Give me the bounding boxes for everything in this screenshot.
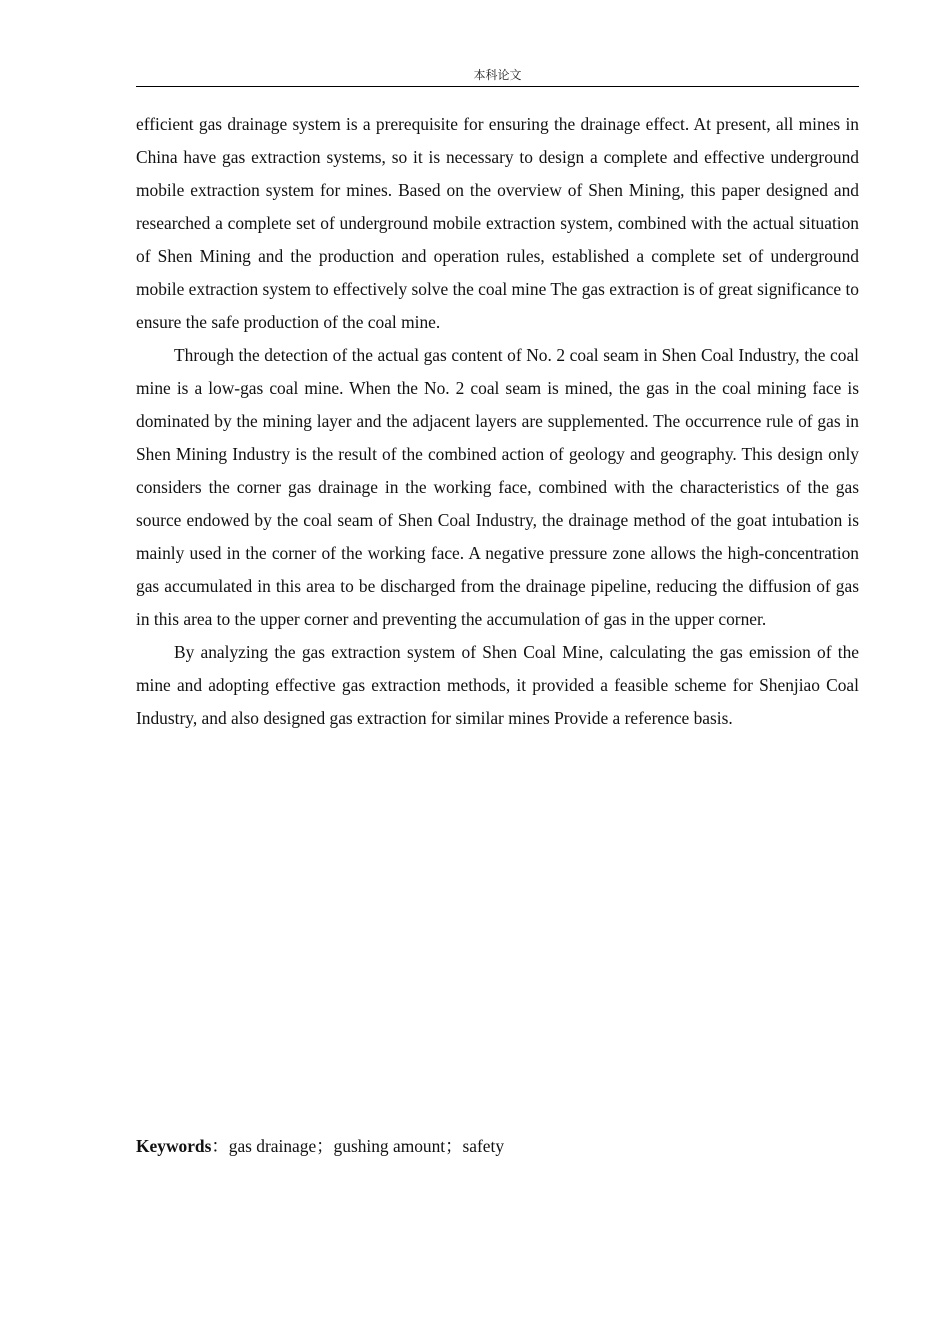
- paragraph: By analyzing the gas extraction system of Shen Coal Mine, calculating the gas emission of the mine and adopting effective gas extraction methods, it provided a feasible scheme for Shenjiao Coal Industry, and also designed gas extraction for similar mines Provide a reference basis.: [136, 642, 859, 728]
- keywords-list: gas drainage；gushing amount；safety: [228, 1136, 505, 1156]
- abstract-body: [136, 108, 859, 735]
- keywords-line: [136, 1130, 859, 1163]
- paragraph: Through the detection of the actual gas content of No. 2 coal seam in Shen Coal Industry, the coal mine is a low-gas coal mine. When the No. 2 coal seam is mined, the gas in the coal mining face is dominated by the mining layer and the adjacent layers are supplemented. The occurrence rule of gas in Shen Mining Industry is the result of the combined action of geology and geography. This design only considers the corner gas drainage in the working face, combined with the characteristics of the gas source endowed by the coal seam of Shen Coal Industry, the drainage method of the goat intubation is mainly used in the corner of the working face. A negative pressure zone allows the high-concentration gas accumulated in this area to be discharged from the drainage pipeline, reducing the diffusion of gas in this area to the upper corner and preventing the accumulation of gas in the upper corner.: [136, 345, 859, 629]
- keywords-separator: ：: [211, 1136, 229, 1156]
- paragraph: efficient gas drainage system is a prerequisite for ensuring the drainage effect. At present, all mines in China have gas extraction systems, so it is necessary to design a complete and effective underground mobile extraction system for mines. Based on the overview of Shen Mining, this paper designed and researched a complete set of underground mobile extraction system, combined with the actual situation of Shen Mining and the production and operation rules, established a complete set of underground mobile extraction system to effectively solve the coal mine The gas extraction is of great significance to ensure the safe production of the coal mine.: [136, 114, 859, 332]
- page-header: [136, 64, 859, 87]
- header-title: 本科论文: [473, 68, 522, 82]
- keywords-label: Keywords: [136, 1136, 212, 1156]
